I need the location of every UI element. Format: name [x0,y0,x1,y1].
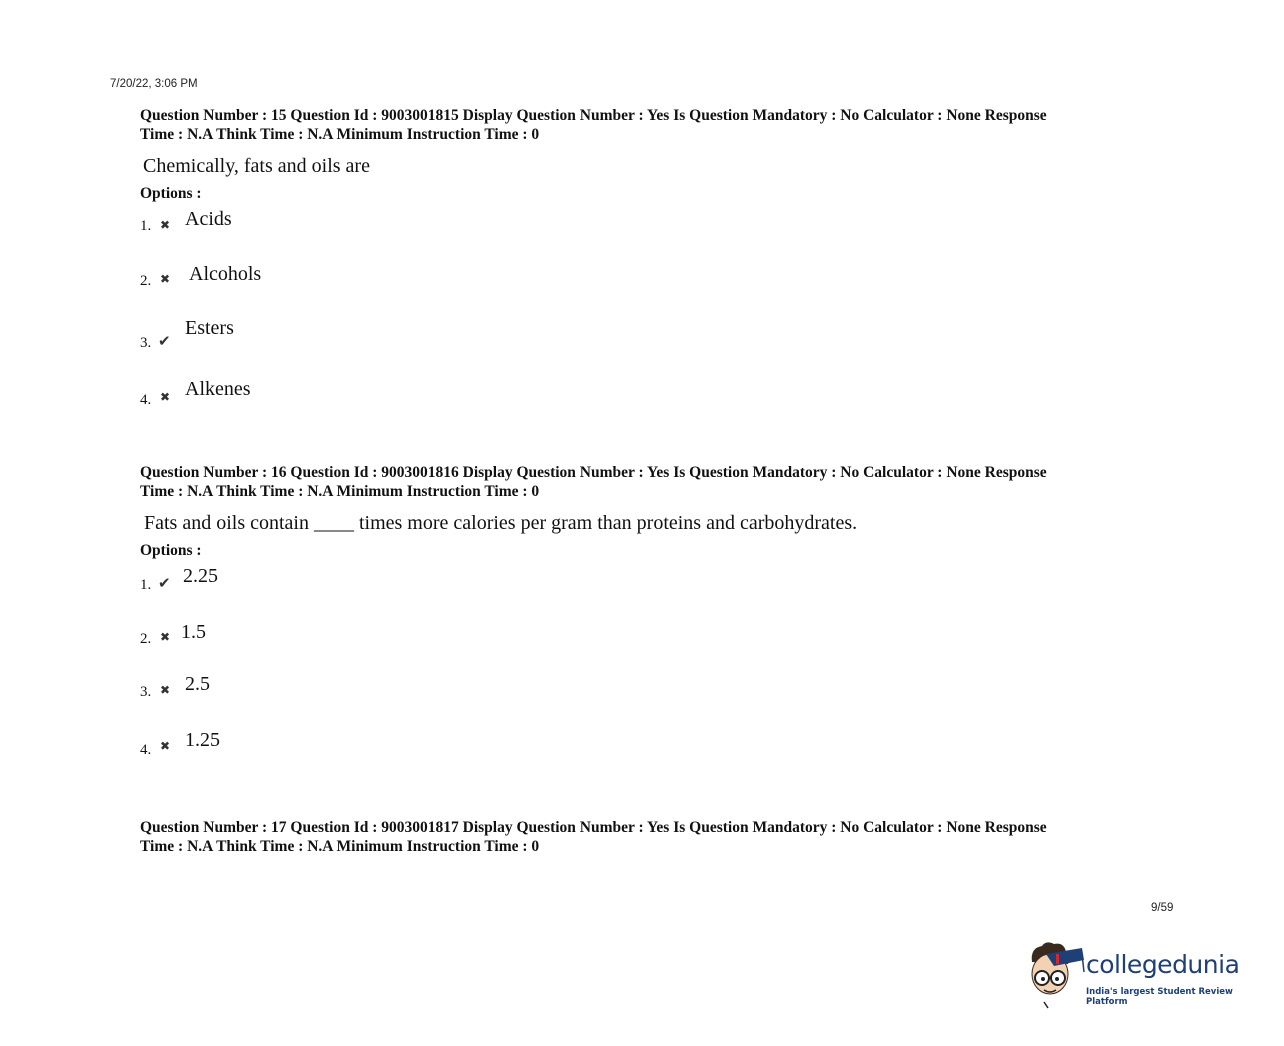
option-number: 1. [140,218,152,234]
option-text: 1.5 [181,621,206,643]
cross-icon: ✖ [160,630,171,644]
options-list [140,561,1170,781]
question-15 [140,106,1170,424]
option-text: Acids [185,208,232,230]
print-timestamp: 7/20/22, 3:06 PM [110,78,198,90]
question-meta-line2: Time : N.A Think Time : N.A Minimum Instruction Time : 0 [140,483,540,500]
question-meta-line1: Question Number : 15 Question Id : 9003001815 Display Question Number : Yes Is Question Mandatory : No Calculator : None Response [140,107,1047,124]
options-label: Options : [140,185,202,202]
question-17 [140,818,1170,856]
question-text: Fats and oils contain ____ times more calories per gram than proteins and carbohydrates. [144,512,858,534]
option-number: 4. [140,392,152,408]
option-text: 1.25 [185,729,220,751]
collegedunia-logo [1024,940,1256,1010]
check-icon: ✔ [158,574,171,592]
cross-icon: ✖ [160,390,171,404]
option-number: 2. [140,631,152,647]
option-number: 4. [140,742,152,758]
question-meta-line2: Time : N.A Think Time : N.A Minimum Instruction Time : 0 [140,838,540,855]
page-number: 9/59 [1151,902,1174,914]
cross-icon: ✖ [160,739,171,753]
check-icon: ✔ [158,332,171,350]
logo-tagline: India's largest Student Review Platform [1086,987,1233,1007]
cross-icon: ✖ [160,683,171,697]
question-meta-line1: Question Number : 17 Question Id : 9003001817 Display Question Number : Yes Is Question Mandatory : No Calculator : None Response [140,819,1047,836]
question-meta-line1: Question Number : 16 Question Id : 9003001816 Display Question Number : Yes Is Question Mandatory : No Calculator : None Response [140,464,1047,481]
options-list [140,204,1170,424]
mascot-icon [1024,940,1086,1010]
option-text: Alcohols [189,263,262,285]
option-text: Alkenes [185,378,251,400]
option-number: 2. [140,273,152,289]
option-number: 1. [140,577,152,593]
cross-icon: ✖ [160,272,171,286]
options-label: Options : [140,542,202,559]
question-16 [140,463,1170,781]
option-text: 2.25 [183,565,218,587]
question-text: Chemically, fats and oils are [143,155,370,177]
cross-icon: ✖ [160,218,171,232]
option-text: Esters [185,317,234,339]
option-number: 3. [140,335,152,351]
option-text: 2.5 [185,673,210,695]
question-meta-line2: Time : N.A Think Time : N.A Minimum Instruction Time : 0 [140,126,540,143]
option-number: 3. [140,684,152,700]
logo-wordmark: collegedunia [1086,950,1240,979]
